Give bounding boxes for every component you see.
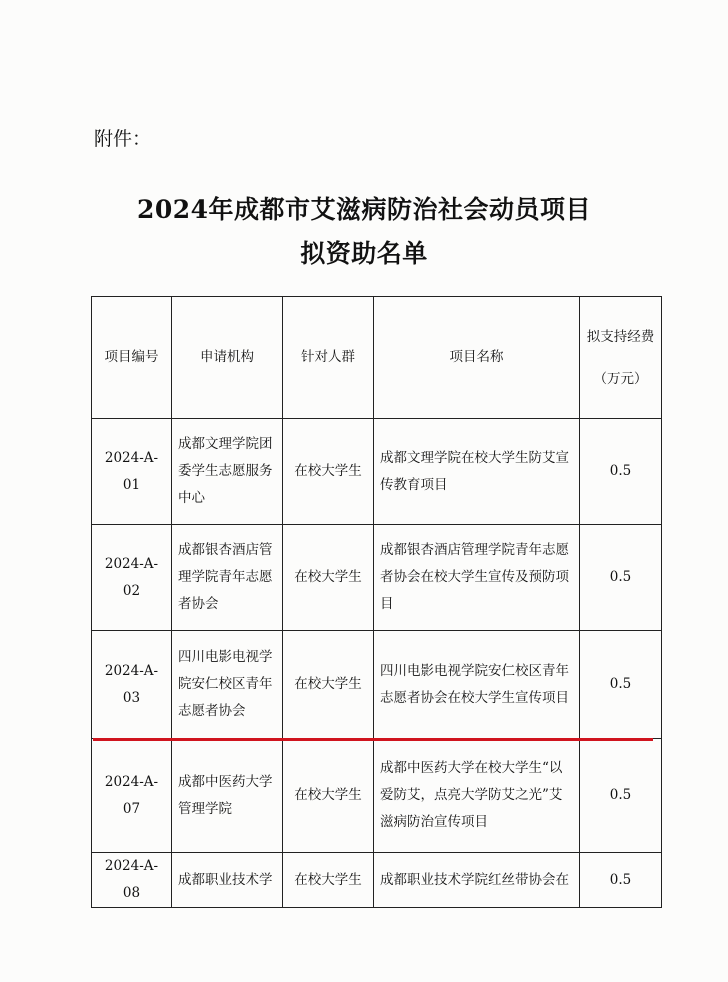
cell-project-name: 四川电影电视学院安仁校区青年志愿者协会在校大学生宣传项目 (374, 631, 580, 739)
cell-applicant-org: 四川电影电视学院安仁校区青年志愿者协会 (172, 631, 283, 739)
cell-project-code: 2024-A-01 (92, 419, 172, 525)
attachment-label: 附件： (94, 128, 152, 150)
cell-proposed-funding: 0.5 (580, 525, 662, 631)
table-row (92, 525, 662, 631)
cell-applicant-org: 成都中医药大学管理学院 (172, 739, 283, 853)
document-subtitle: 拟资助名单 (300, 239, 428, 268)
cell-target-group: 在校大学生 (283, 853, 374, 908)
cell-proposed-funding: 0.5 (580, 739, 662, 853)
cell-project-name: 成都中医药大学在校大学生“以爱防艾，点亮大学防艾之光”艾滋病防治宣传项目 (374, 739, 580, 853)
header-project-name: 项目名称 (374, 297, 580, 419)
header-applicant-org: 申请机构 (172, 297, 283, 419)
red-underline-mark (93, 738, 653, 741)
table-row (92, 631, 662, 739)
cell-project-name: 成都文理学院在校大学生防艾宣传教育项目 (374, 419, 580, 525)
header-project-code: 项目编号 (92, 297, 172, 419)
header-proposed-funding: 拟支持经费（万元） (580, 297, 662, 419)
cell-applicant-org: 成都银杏酒店管理学院青年志愿者协会 (172, 525, 283, 631)
table-header-row (92, 297, 662, 419)
cell-project-name: 成都职业技术学院红丝带协会在 (374, 853, 580, 908)
document-title: 2024年成都市艾滋病防治社会动员项目 (136, 195, 592, 224)
table-row (92, 853, 662, 908)
cell-proposed-funding: 0.5 (580, 853, 662, 908)
cell-project-code: 2024-A-07 (92, 739, 172, 853)
cell-project-code: 2024-A-08 (92, 853, 172, 908)
cell-target-group: 在校大学生 (283, 631, 374, 739)
table-row (92, 419, 662, 525)
table-row (92, 739, 662, 853)
cell-applicant-org: 成都职业技术学 (172, 853, 283, 908)
cell-target-group: 在校大学生 (283, 419, 374, 525)
header-target-group: 针对人群 (283, 297, 374, 419)
cell-proposed-funding: 0.5 (580, 631, 662, 739)
cell-applicant-org: 成都文理学院团委学生志愿服务中心 (172, 419, 283, 525)
cell-project-code: 2024-A-03 (92, 631, 172, 739)
cell-project-name: 成都银杏酒店管理学院青年志愿者协会在校大学生宣传及预防项目 (374, 525, 580, 631)
cell-proposed-funding: 0.5 (580, 419, 662, 525)
funding-table (91, 296, 662, 908)
cell-project-code: 2024-A-02 (92, 525, 172, 631)
cell-target-group: 在校大学生 (283, 525, 374, 631)
cell-target-group: 在校大学生 (283, 739, 374, 853)
